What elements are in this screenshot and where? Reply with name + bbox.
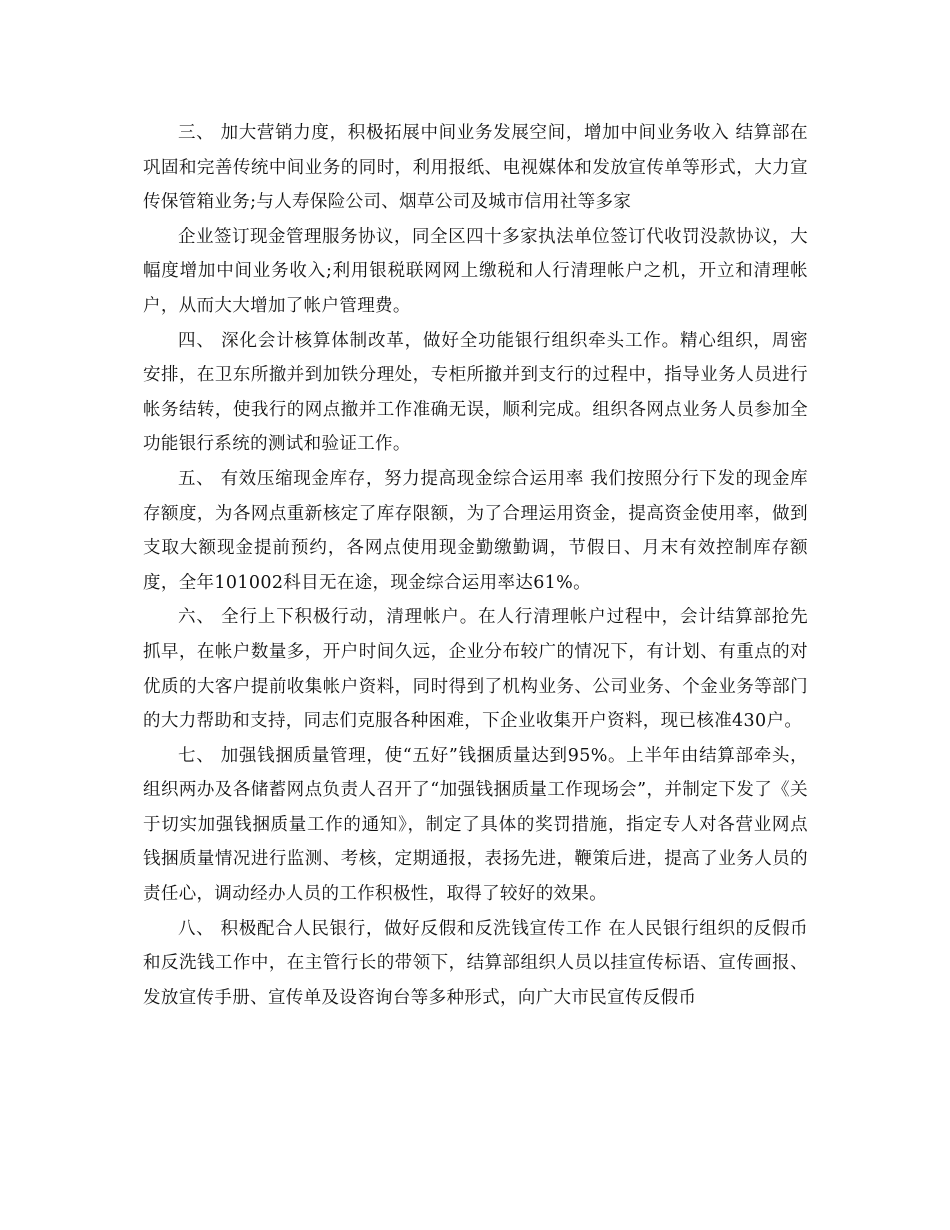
paragraph-marketing: 三、 加大营销力度，积极拓展中间业务发展空间，增加中间业务收入 结算部在巩固和完善传统中间业务的同时，利用报纸、电视媒体和发放宣传单等形式，大力宣传保管箱业务;与人寿保险公司、烟草公司及城市信用社等多家 — [143, 123, 808, 213]
paragraph-bundle-quality: 七、 加强钱捆质量管理，使“五好”钱捆质量达到95%。上半年由结算部牵头，组织两办及各储蓄网点负责人召开了“加强钱捆质量工作现场会”，并制定下发了《关于切实加强钱捆质量工作的通知》，制定了具体的奖罚措施，指定专人对各营业网点钱捆质量情况进行监测、考核，定期通报，表扬先进，鞭策后进，提高了业务人员的责任心，调动经办人员的工作积极性，取得了较好的效果。 — [143, 745, 808, 905]
paragraph-cash-inventory: 五、 有效压缩现金库存，努力提高现金综合运用率 我们按照分行下发的现金库存额度，为各网点重新核定了库存限额，为了合理运用资金，提高资金使用率，做到支取大额现金提前预约，各网点使用现金勤缴勤调，节假日、月末有效控制库存额度，全年101002科目无在途，现金综合运用率达61%。 — [143, 468, 808, 593]
paragraph-agreements: 企业签订现金管理服务协议，同全区四十多家执法单位签订代收罚没款协议，大幅度增加中间业务收入;利用银税联网网上缴税和人行清理帐户之机，开立和清理帐户，从而大大增加了帐户管理费。 — [143, 226, 808, 316]
paragraph-accounting-reform: 四、 深化会计核算体制改革，做好全功能银行组织牵头工作。精心组织，周密安排，在卫东所撤并到加铁分理处，专柜所撤并到支行的过程中，指导业务人员进行帐务结转，使我行的网点撤并工作准确无误，顺利完成。组织各网点业务人员参加全功能银行系统的测试和验证工作。 — [143, 330, 808, 455]
document-body — [143, 116, 808, 1015]
paragraph-account-cleanup: 六、 全行上下积极行动，清理帐户。在人行清理帐户过程中，会计结算部抢先抓早，在帐户数量多，开户时间久远，企业分布较广的情况下，有计划、有重点的对优质的大客户提前收集帐户资料，同时得到了机构业务、公司业务、个金业务等部门的大力帮助和支持，同志们克服各种困难，下企业收集开户资料，现已核准430户。 — [143, 607, 808, 732]
paragraph-anti-counterfeit: 八、 积极配合人民银行，做好反假和反洗钱宣传工作 在人民银行组织的反假币和反洗钱工作中，在主管行长的带领下，结算部组织人员以挂宣传标语、宣传画报、发放宣传手册、宣传单及设咨询台等多种形式，向广大市民宣传反假币 — [143, 918, 808, 1008]
